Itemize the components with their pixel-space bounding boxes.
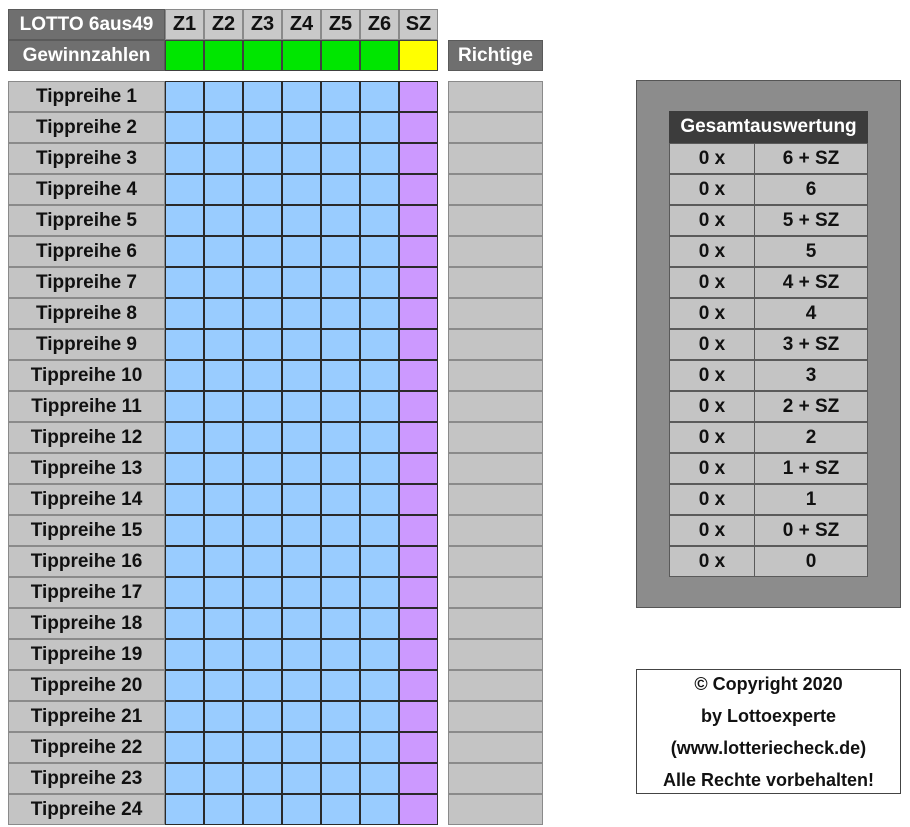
tip-number-cell[interactable]	[282, 577, 321, 608]
tip-row-label: Tippreihe 16	[8, 546, 165, 577]
summary-count: 0 x	[669, 484, 755, 515]
tip-number-cell[interactable]	[165, 515, 204, 546]
tip-number-cell[interactable]	[360, 701, 399, 732]
tip-number-cell[interactable]	[243, 546, 282, 577]
tip-row-label: Tippreihe 7	[8, 267, 165, 298]
summary-count: 0 x	[669, 143, 755, 174]
tip-row-label: Tippreihe 9	[8, 329, 165, 360]
winning-number-z4[interactable]	[282, 40, 321, 71]
tip-number-cell[interactable]	[321, 112, 360, 143]
tip-number-cell[interactable]	[243, 391, 282, 422]
tip-number-cell[interactable]	[204, 794, 243, 825]
tip-number-cell[interactable]	[243, 453, 282, 484]
tip-number-cell[interactable]	[360, 143, 399, 174]
tip-number-cell[interactable]	[321, 205, 360, 236]
tip-number-cell[interactable]	[360, 267, 399, 298]
tip-matches-cell	[448, 236, 543, 267]
tip-superzahl-cell[interactable]	[399, 577, 438, 608]
tip-number-cell[interactable]	[321, 298, 360, 329]
tip-number-cell[interactable]	[204, 763, 243, 794]
tip-number-cell[interactable]	[282, 81, 321, 112]
summary-count: 0 x	[669, 453, 755, 484]
column-header-sz: SZ	[399, 9, 438, 40]
tip-row-label: Tippreihe 4	[8, 174, 165, 205]
tip-number-cell[interactable]	[204, 267, 243, 298]
tip-superzahl-cell[interactable]	[399, 360, 438, 391]
tip-number-cell[interactable]	[321, 577, 360, 608]
tip-number-cell[interactable]	[165, 484, 204, 515]
copyright-website: (www.lotteriecheck.de)	[670, 738, 867, 758]
summary-category: 3	[754, 360, 868, 391]
tip-number-cell[interactable]	[243, 329, 282, 360]
tip-row-label: Tippreihe 14	[8, 484, 165, 515]
tip-number-cell[interactable]	[360, 422, 399, 453]
tip-superzahl-cell[interactable]	[399, 267, 438, 298]
tip-row-label: Tippreihe 17	[8, 577, 165, 608]
tip-number-cell[interactable]	[321, 608, 360, 639]
tip-matches-cell	[448, 267, 543, 298]
tip-number-cell[interactable]	[204, 546, 243, 577]
tip-number-cell[interactable]	[321, 236, 360, 267]
tip-number-cell[interactable]	[243, 174, 282, 205]
app-title: LOTTO 6aus49	[8, 9, 165, 40]
tip-number-cell[interactable]	[165, 81, 204, 112]
tip-number-cell[interactable]	[243, 143, 282, 174]
tip-number-cell[interactable]	[282, 608, 321, 639]
tip-number-cell[interactable]	[165, 360, 204, 391]
tip-number-cell[interactable]	[204, 205, 243, 236]
tip-number-cell[interactable]	[321, 267, 360, 298]
summary-category: 0	[754, 546, 868, 577]
tip-row-label: Tippreihe 15	[8, 515, 165, 546]
summary-category: 4 + SZ	[754, 267, 868, 298]
column-header-z5: Z5	[321, 9, 360, 40]
tip-superzahl-cell[interactable]	[399, 794, 438, 825]
tip-number-cell[interactable]	[165, 236, 204, 267]
summary-title: Gesamtauswertung	[669, 111, 868, 143]
tip-number-cell[interactable]	[165, 453, 204, 484]
tip-number-cell[interactable]	[204, 515, 243, 546]
tip-number-cell[interactable]	[165, 298, 204, 329]
tip-number-cell[interactable]	[282, 515, 321, 546]
tip-number-cell[interactable]	[243, 484, 282, 515]
tip-number-cell[interactable]	[282, 205, 321, 236]
summary-count: 0 x	[669, 422, 755, 453]
tip-row-label: Tippreihe 18	[8, 608, 165, 639]
tip-superzahl-cell[interactable]	[399, 298, 438, 329]
tip-superzahl-cell[interactable]	[399, 174, 438, 205]
winning-number-z1[interactable]	[165, 40, 204, 71]
summary-count: 0 x	[669, 298, 755, 329]
tip-number-cell[interactable]	[204, 298, 243, 329]
tip-number-cell[interactable]	[321, 763, 360, 794]
column-header-z4: Z4	[282, 9, 321, 40]
summary-category: 5 + SZ	[754, 205, 868, 236]
tip-number-cell[interactable]	[282, 794, 321, 825]
tip-number-cell[interactable]	[165, 205, 204, 236]
summary-count: 0 x	[669, 360, 755, 391]
tip-row-label: Tippreihe 22	[8, 732, 165, 763]
tip-number-cell[interactable]	[204, 608, 243, 639]
tip-superzahl-cell[interactable]	[399, 112, 438, 143]
tip-number-cell[interactable]	[360, 546, 399, 577]
tip-number-cell[interactable]	[282, 422, 321, 453]
tip-number-cell[interactable]	[321, 515, 360, 546]
tip-number-cell[interactable]	[243, 236, 282, 267]
tip-superzahl-cell[interactable]	[399, 143, 438, 174]
tip-number-cell[interactable]	[282, 112, 321, 143]
tip-matches-cell	[448, 112, 543, 143]
tip-number-cell[interactable]	[204, 143, 243, 174]
tip-matches-cell	[448, 174, 543, 205]
tip-number-cell[interactable]	[360, 453, 399, 484]
summary-category: 3 + SZ	[754, 329, 868, 360]
tip-row-label: Tippreihe 19	[8, 639, 165, 670]
tip-matches-cell	[448, 298, 543, 329]
tip-number-cell[interactable]	[165, 639, 204, 670]
tip-number-cell[interactable]	[204, 484, 243, 515]
tip-superzahl-cell[interactable]	[399, 608, 438, 639]
tip-row-label: Tippreihe 20	[8, 670, 165, 701]
tip-number-cell[interactable]	[165, 329, 204, 360]
tip-matches-cell	[448, 577, 543, 608]
summary-count: 0 x	[669, 391, 755, 422]
summary-count: 0 x	[669, 515, 755, 546]
tip-number-cell[interactable]	[165, 577, 204, 608]
summary-category: 6 + SZ	[754, 143, 868, 174]
tip-matches-cell	[448, 360, 543, 391]
tip-number-cell[interactable]	[360, 360, 399, 391]
tip-superzahl-cell[interactable]	[399, 329, 438, 360]
tip-number-cell[interactable]	[360, 81, 399, 112]
tip-number-cell[interactable]	[204, 701, 243, 732]
tip-superzahl-cell[interactable]	[399, 515, 438, 546]
winning-number-z5[interactable]	[321, 40, 360, 71]
tip-number-cell[interactable]	[282, 360, 321, 391]
tip-number-cell[interactable]	[360, 608, 399, 639]
tip-number-cell[interactable]	[360, 670, 399, 701]
tip-row-label: Tippreihe 23	[8, 763, 165, 794]
tip-number-cell[interactable]	[282, 701, 321, 732]
tip-matches-cell	[448, 639, 543, 670]
summary-category: 2	[754, 422, 868, 453]
tip-matches-cell	[448, 329, 543, 360]
tip-number-cell[interactable]	[165, 546, 204, 577]
copyright-author: by Lottoexperte	[700, 706, 837, 726]
tip-number-cell[interactable]	[321, 81, 360, 112]
tip-row-label: Tippreihe 8	[8, 298, 165, 329]
tip-superzahl-cell[interactable]	[399, 453, 438, 484]
tip-matches-cell	[448, 515, 543, 546]
tip-number-cell[interactable]	[282, 732, 321, 763]
tip-matches-cell	[448, 608, 543, 639]
column-header-z3: Z3	[243, 9, 282, 40]
tip-number-cell[interactable]	[165, 608, 204, 639]
tip-row-label: Tippreihe 6	[8, 236, 165, 267]
tip-number-cell[interactable]	[282, 670, 321, 701]
tip-number-cell[interactable]	[360, 515, 399, 546]
tip-row-label: Tippreihe 1	[8, 81, 165, 112]
summary-count: 0 x	[669, 329, 755, 360]
tip-number-cell[interactable]	[360, 174, 399, 205]
tip-row-label: Tippreihe 2	[8, 112, 165, 143]
copyright-line: © Copyright 2020	[694, 674, 843, 694]
copyright-rights: Alle Rechte vorbehalten!	[662, 770, 875, 790]
tip-row-label: Tippreihe 10	[8, 360, 165, 391]
tip-number-cell[interactable]	[243, 267, 282, 298]
tip-number-cell[interactable]	[204, 391, 243, 422]
tip-number-cell[interactable]	[321, 453, 360, 484]
tip-number-cell[interactable]	[165, 763, 204, 794]
summary-category: 1	[754, 484, 868, 515]
tip-superzahl-cell[interactable]	[399, 701, 438, 732]
tip-number-cell[interactable]	[204, 577, 243, 608]
tip-number-cell[interactable]	[360, 391, 399, 422]
tip-number-cell[interactable]	[243, 112, 282, 143]
tip-matches-cell	[448, 763, 543, 794]
tip-number-cell[interactable]	[165, 174, 204, 205]
tip-number-cell[interactable]	[360, 205, 399, 236]
tip-number-cell[interactable]	[165, 143, 204, 174]
tip-matches-cell	[448, 453, 543, 484]
tip-number-cell[interactable]	[165, 112, 204, 143]
tip-number-cell[interactable]	[243, 794, 282, 825]
summary-count: 0 x	[669, 205, 755, 236]
tip-number-cell[interactable]	[243, 701, 282, 732]
summary-category: 0 + SZ	[754, 515, 868, 546]
tip-number-cell[interactable]	[165, 391, 204, 422]
tip-superzahl-cell[interactable]	[399, 639, 438, 670]
tip-number-cell[interactable]	[360, 639, 399, 670]
summary-category: 6	[754, 174, 868, 205]
tip-number-cell[interactable]	[282, 143, 321, 174]
tip-number-cell[interactable]	[204, 453, 243, 484]
tip-matches-cell	[448, 670, 543, 701]
tip-number-cell[interactable]	[165, 670, 204, 701]
tip-row-label: Tippreihe 12	[8, 422, 165, 453]
tip-number-cell[interactable]	[243, 298, 282, 329]
tip-number-cell[interactable]	[321, 639, 360, 670]
tip-number-cell[interactable]	[243, 639, 282, 670]
tip-matches-cell	[448, 81, 543, 112]
tip-number-cell[interactable]	[321, 701, 360, 732]
column-header-z6: Z6	[360, 9, 399, 40]
tip-number-cell[interactable]	[204, 236, 243, 267]
matches-header: Richtige	[448, 40, 543, 71]
tip-number-cell[interactable]	[282, 329, 321, 360]
summary-category: 1 + SZ	[754, 453, 868, 484]
summary-count: 0 x	[669, 174, 755, 205]
tip-matches-cell	[448, 205, 543, 236]
tip-number-cell[interactable]	[360, 794, 399, 825]
tip-number-cell[interactable]	[360, 763, 399, 794]
tip-matches-cell	[448, 732, 543, 763]
tip-superzahl-cell[interactable]	[399, 763, 438, 794]
tip-number-cell[interactable]	[243, 81, 282, 112]
column-header-z1: Z1	[165, 9, 204, 40]
tip-number-cell[interactable]	[204, 422, 243, 453]
tip-number-cell[interactable]	[360, 484, 399, 515]
tip-superzahl-cell[interactable]	[399, 391, 438, 422]
tip-number-cell[interactable]	[360, 577, 399, 608]
tip-number-cell[interactable]	[243, 422, 282, 453]
tip-number-cell[interactable]	[243, 577, 282, 608]
tip-number-cell[interactable]	[282, 236, 321, 267]
tip-number-cell[interactable]	[282, 174, 321, 205]
tip-number-cell[interactable]	[321, 174, 360, 205]
tip-row-label: Tippreihe 3	[8, 143, 165, 174]
tip-number-cell[interactable]	[165, 732, 204, 763]
tip-number-cell[interactable]	[321, 670, 360, 701]
tip-superzahl-cell[interactable]	[399, 422, 438, 453]
summary-count: 0 x	[669, 267, 755, 298]
tip-number-cell[interactable]	[282, 453, 321, 484]
winning-number-z3[interactable]	[243, 40, 282, 71]
tip-number-cell[interactable]	[321, 391, 360, 422]
tip-number-cell[interactable]	[282, 546, 321, 577]
tip-superzahl-cell[interactable]	[399, 236, 438, 267]
tip-number-cell[interactable]	[165, 422, 204, 453]
tip-superzahl-cell[interactable]	[399, 81, 438, 112]
tip-number-cell[interactable]	[204, 360, 243, 391]
tip-matches-cell	[448, 701, 543, 732]
tip-number-cell[interactable]	[165, 267, 204, 298]
tip-number-cell[interactable]	[165, 701, 204, 732]
tip-number-cell[interactable]	[204, 732, 243, 763]
tip-number-cell[interactable]	[204, 81, 243, 112]
tip-number-cell[interactable]	[282, 484, 321, 515]
tip-number-cell[interactable]	[204, 670, 243, 701]
tip-matches-cell	[448, 546, 543, 577]
tip-number-cell[interactable]	[321, 732, 360, 763]
tip-row-label: Tippreihe 11	[8, 391, 165, 422]
column-header-z2: Z2	[204, 9, 243, 40]
tip-number-cell[interactable]	[282, 639, 321, 670]
tip-number-cell[interactable]	[360, 236, 399, 267]
tip-number-cell[interactable]	[360, 329, 399, 360]
tip-number-cell[interactable]	[321, 546, 360, 577]
tip-superzahl-cell[interactable]	[399, 484, 438, 515]
tip-superzahl-cell[interactable]	[399, 205, 438, 236]
tip-number-cell[interactable]	[204, 639, 243, 670]
tip-matches-cell	[448, 794, 543, 825]
tip-number-cell[interactable]	[321, 484, 360, 515]
tip-row-label: Tippreihe 21	[8, 701, 165, 732]
tip-superzahl-cell[interactable]	[399, 546, 438, 577]
tip-number-cell[interactable]	[282, 298, 321, 329]
summary-category: 4	[754, 298, 868, 329]
tip-superzahl-cell[interactable]	[399, 732, 438, 763]
tip-matches-cell	[448, 422, 543, 453]
tip-matches-cell	[448, 143, 543, 174]
summary-category: 5	[754, 236, 868, 267]
tip-superzahl-cell[interactable]	[399, 670, 438, 701]
summary-count: 0 x	[669, 236, 755, 267]
winning-superzahl[interactable]	[399, 40, 438, 71]
tip-number-cell[interactable]	[321, 360, 360, 391]
tip-number-cell[interactable]	[243, 670, 282, 701]
tip-row-label: Tippreihe 5	[8, 205, 165, 236]
tip-number-cell[interactable]	[282, 391, 321, 422]
tip-number-cell[interactable]	[282, 763, 321, 794]
tip-matches-cell	[448, 484, 543, 515]
tip-number-cell[interactable]	[204, 174, 243, 205]
tip-row-label: Tippreihe 24	[8, 794, 165, 825]
tip-number-cell[interactable]	[321, 422, 360, 453]
tip-number-cell[interactable]	[360, 732, 399, 763]
tip-number-cell[interactable]	[360, 298, 399, 329]
tip-number-cell[interactable]	[360, 112, 399, 143]
tip-row-label: Tippreihe 13	[8, 453, 165, 484]
tip-number-cell[interactable]	[165, 794, 204, 825]
tip-number-cell[interactable]	[243, 732, 282, 763]
winning-number-z2[interactable]	[204, 40, 243, 71]
tip-number-cell[interactable]	[243, 608, 282, 639]
tip-number-cell[interactable]	[204, 329, 243, 360]
winning-number-z6[interactable]	[360, 40, 399, 71]
tip-number-cell[interactable]	[321, 329, 360, 360]
tip-number-cell[interactable]	[243, 205, 282, 236]
summary-category: 2 + SZ	[754, 391, 868, 422]
tip-number-cell[interactable]	[321, 143, 360, 174]
tip-number-cell[interactable]	[282, 267, 321, 298]
summary-count: 0 x	[669, 546, 755, 577]
tip-matches-cell	[448, 391, 543, 422]
tip-number-cell[interactable]	[243, 360, 282, 391]
tip-number-cell[interactable]	[204, 112, 243, 143]
tip-number-cell[interactable]	[243, 515, 282, 546]
winning-numbers-label: Gewinnzahlen	[8, 40, 165, 71]
tip-number-cell[interactable]	[321, 794, 360, 825]
tip-number-cell[interactable]	[243, 763, 282, 794]
